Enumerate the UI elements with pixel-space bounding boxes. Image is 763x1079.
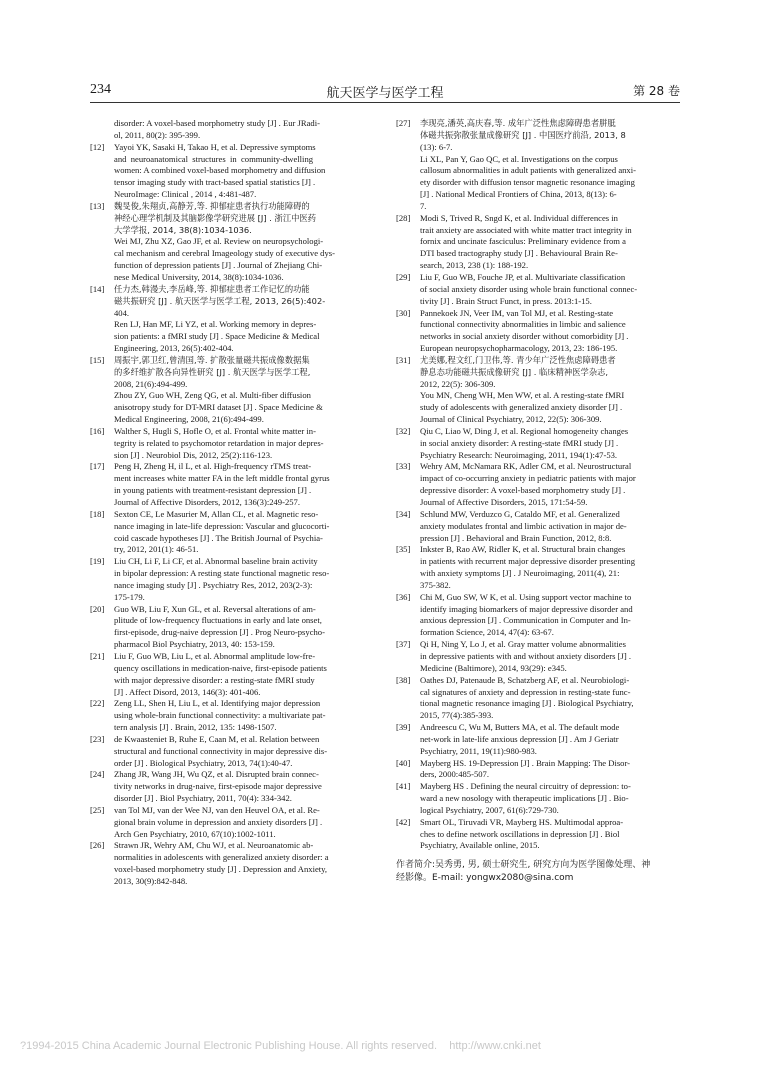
reference-line: disorder: A voxel-based morphometry study [J] . Eur JRadi- xyxy=(114,118,320,128)
reference-line: 体磁共振弥散张量成像研究 [J] . 中国医疗前沿, 2013, 8 xyxy=(420,129,626,140)
author-note-line: 作者简介:吴秀勇, 男, 硕士研究生, 研究方向为医学图像处理、神 xyxy=(396,860,651,870)
reference-entry xyxy=(90,355,376,426)
reference-line: Psychiatry Research: Neuroimaging, 2011, 194(1):47-53. xyxy=(420,449,618,460)
reference-number: [26] xyxy=(90,840,105,851)
reference-number: [13] xyxy=(90,200,105,211)
reference-line: European neuropsychopharmacology, 2013, 23: 186-195. xyxy=(420,343,618,354)
reference-line: gional brain volume in depression and anxiety disorders [J] . xyxy=(114,816,323,827)
reference-line: tensor imaging study with tract-based spatial statistics [J] . xyxy=(114,177,316,188)
reference-line: Schlund MW, Verduzco G, Cataldo MF, et al. Generalized xyxy=(420,508,620,519)
reference-line: [J] . Affect Disord, 2013, 146(3): 401-406. xyxy=(114,686,261,697)
reference-line: sion patients: a fMRI study [J] . Space Medicine & Medical xyxy=(114,331,320,342)
reference-line: ches to define network oscillations in depression [J] . Biol xyxy=(420,828,620,839)
reference-line: Li XL, Pan Y, Gao QC, et al. Investigations on the corpus xyxy=(420,153,618,164)
reference-line: Chi M, Guo SW, W K, et al. Using support vector machine to xyxy=(420,591,632,602)
reference-line: disorder [J] . Biol Psychiatry, 2011, 70(4): 334-342. xyxy=(114,793,292,804)
reference-line: quency oscillations in medication-naive, first-episode patients xyxy=(114,662,327,673)
reference-line: 静息态功能磁共振成像研究 [J] . 临床精神医学杂志, xyxy=(420,366,609,377)
reference-line: Engineering, 2013, 26(5):402-404. xyxy=(114,343,234,354)
reference-line: with anxiety symptoms [J] . J Neuroimaging, 2011(4), 21: xyxy=(420,568,620,579)
reference-line: 的多纤维扩散各向异性研究 [J] . 航天医学与医学工程, xyxy=(114,366,311,377)
reference-line: Liu F, Guo WB, Fouche JP, et al. Multivariate classification xyxy=(420,271,626,282)
reference-line: ment increases white matter FA in the left middle frontal gyrus xyxy=(114,473,330,484)
reference-entry xyxy=(396,272,682,308)
reference-line: callosum abnormalities in adult patients with generalized anxi- xyxy=(420,165,636,176)
reference-line: ward a new nosology with therapeutic implications [J] . Bio- xyxy=(420,793,629,804)
reference-line: 魏旻俊,朱翔贞,高静芳,等. 抑郁症患者执行功能障碍的 xyxy=(114,200,310,211)
reference-entry xyxy=(396,544,682,591)
reference-number: [36] xyxy=(396,591,411,602)
reference-line: Mayberg HS. 19-Depression [J] . Brain Mapping: The Disor- xyxy=(420,757,631,768)
reference-line: 磁共振研究 [J] . 航天医学与医学工程, 2013, 26(5):402- xyxy=(114,295,326,306)
reference-line: in bipolar depression: A resting state functional magnetic reso- xyxy=(114,568,330,579)
reference-number: [20] xyxy=(90,603,105,614)
reference-line: nese Medical University, 2014, 38(8):1034-1036. xyxy=(114,271,284,282)
reference-line: tern analysis [J] . Brain, 2012, 135: 1498-1507. xyxy=(114,722,277,733)
reference-number: [38] xyxy=(396,674,411,685)
reference-entry xyxy=(396,355,682,426)
reference-line: net-work in late-life anxious depression [J] . Am J Geriatr xyxy=(420,733,619,744)
reference-line: anxious depression [J] . Communication in Computer and In- xyxy=(420,615,631,626)
reference-line: tegrity is related to psychomotor retardation in major depres- xyxy=(114,437,324,448)
reference-number: [18] xyxy=(90,508,105,519)
reference-line: 神经心理学机制及其脑影像学研究进展 [J] . 浙江中医药 xyxy=(114,212,317,223)
reference-number: [39] xyxy=(396,722,411,733)
reference-line: 375-382. xyxy=(420,579,451,590)
reference-entry xyxy=(90,604,376,651)
reference-line: 2015, 77(4):385-393. xyxy=(420,710,494,721)
reference-line: Smart OL, Tiruvadi VR, Mayberg HS. Multimodal approa- xyxy=(420,816,624,827)
reference-number: [29] xyxy=(396,271,411,282)
reference-line: fornix and uncinate fasciculus: Preliminary evidence from a xyxy=(420,236,626,247)
reference-entry xyxy=(90,734,376,770)
reference-line: Qiu C, Liao W, Ding J, et al. Regional homogeneity changes xyxy=(420,425,629,436)
reference-line: impact of co-occurring anxiety in pediatric patients with major xyxy=(420,473,636,484)
reference-line: try, 2012, 201(1): 46-51. xyxy=(114,544,199,555)
reference-line: Guo WB, Liu F, Xun GL, et al. Reversal alterations of am- xyxy=(114,603,316,614)
reference-line: (13): 6-7. xyxy=(420,141,453,152)
reference-line: Andreescu C, Wu M, Butters MA, et al. The default mode xyxy=(420,722,620,733)
reference-entry xyxy=(90,651,376,698)
reference-number: [32] xyxy=(396,425,411,436)
reference-line: coid cascade hypotheses [J] . The British Journal of Psychia- xyxy=(114,532,323,543)
reference-line: order [J] . Biological Psychiatry, 2013, 74(1):40-47. xyxy=(114,757,293,768)
reference-entry xyxy=(90,284,376,355)
reference-line: Yayoi YK, Sasaki H, Takao H, et al. Depressive symptoms xyxy=(114,141,316,152)
references-left-column xyxy=(90,118,376,888)
reference-number: [17] xyxy=(90,461,105,472)
reference-line: Walther S, Hugli S, Hofle O, et al. Frontal white matter in- xyxy=(114,425,316,436)
reference-entry xyxy=(396,509,682,545)
reference-line: Journal of Clinical Psychiatry, 2012, 22(5): 306-309. xyxy=(420,414,602,425)
reference-line: functional connectivity abnormalities in limbic and salience xyxy=(420,319,626,330)
reference-entry xyxy=(396,722,682,758)
reference-line: with major depressive disorder: a resting-state fMRI study xyxy=(114,674,315,685)
reference-line: plitude of low-frequency fluctuations in early and late onset, xyxy=(114,615,322,626)
reference-number: [31] xyxy=(396,354,411,365)
reference-line: in patients with recurrent major depressive disorder presenting xyxy=(420,556,636,567)
reference-entry xyxy=(396,781,682,817)
reference-line: anisotropy study for DT-MRI dataset [J] . Space Medicine & xyxy=(114,402,323,413)
reference-line: networks in social anxiety disorder without comorbidity [J] . xyxy=(420,331,629,342)
reference-entry xyxy=(396,758,682,782)
reference-number: [41] xyxy=(396,781,411,792)
reference-line: NeuroImage: Clinical , 2014 , 4:481-487. xyxy=(114,189,257,200)
reference-line: first-episode, drug-naive depression [J] . Prog Neuro-psycho- xyxy=(114,627,325,638)
reference-line: normalities in adolescents with generalized anxiety disorder: a xyxy=(114,852,329,863)
reference-entry xyxy=(396,426,682,462)
reference-line: Mayberg HS . Defining the neural circuitry of depression: to- xyxy=(420,781,631,792)
reference-number: [22] xyxy=(90,698,105,709)
reference-line: using whole-brain functional connectivity: a multivariate pat- xyxy=(114,710,326,721)
reference-number: [33] xyxy=(396,461,411,472)
reference-line: 2008, 21(6):494-499. xyxy=(114,378,188,389)
author-note xyxy=(396,859,696,885)
reference-entry xyxy=(90,142,376,201)
copyright-footer: ?1994-2015 China Academic Journal Electronic Publishing House. All rights reserved. http://www.cnki.net xyxy=(20,1040,541,1052)
reference-line: study of adolescents with generalized anxiety disorder [J] . xyxy=(420,402,623,413)
reference-number: [42] xyxy=(396,816,411,827)
reference-line: Medical Engineering, 2008, 21(6):494-499. xyxy=(114,414,264,425)
reference-line: Sexton CE, Le Masurier M, Allan CL, et al. Magnetic reso- xyxy=(114,508,319,519)
reference-line: Psychiatry, 2011, 19(11):980-983. xyxy=(420,745,537,756)
journal-title: 航天医学与医学工程 xyxy=(326,86,444,101)
reference-line: Wehry AM, McNamara RK, Adler CM, et al. Neurostructural xyxy=(420,461,632,472)
reference-line: Medicine (Baltimore), 2014, 93(29): e345. xyxy=(420,662,567,673)
reference-number: [25] xyxy=(90,804,105,815)
reference-line: pression [J] . Behavioral and Brain Function, 2012, 8:8. xyxy=(420,532,612,543)
reference-number: [14] xyxy=(90,283,105,294)
reference-line: Zhou ZY, Guo WH, Zeng QG, et al. Multi-fiber diffusion xyxy=(114,390,311,401)
reference-line: Zhang JR, Wang JH, Wu QZ, et al. Disrupted brain connec- xyxy=(114,769,319,780)
reference-entry xyxy=(396,213,682,272)
reference-entry xyxy=(396,675,682,722)
reference-line: Psychiatry, Available online, 2015. xyxy=(420,840,540,851)
reference-line: function of depression patients [J] . Journal of Zhejiang Chi- xyxy=(114,260,323,271)
reference-number: [37] xyxy=(396,639,411,650)
reference-line: DTI based tractography study [J] . Behavioural Brain Re- xyxy=(420,248,618,259)
reference-line: Arch Gen Psychiatry, 2010, 67(10):1002-1011. xyxy=(114,828,276,839)
reference-number: [15] xyxy=(90,354,105,365)
reference-line: Oathes DJ, Patenaude B, Schatzberg AF, et al. Neurobiologi- xyxy=(420,674,630,685)
reference-number: [30] xyxy=(396,307,411,318)
reference-number: [40] xyxy=(396,757,411,768)
reference-entry xyxy=(396,592,682,639)
reference-line: Liu CH, Li F, Li CF, et al. Abnormal baseline brain activity xyxy=(114,556,318,567)
page-number: 234 xyxy=(90,82,111,97)
reference-line: 大学学报, 2014, 38(8):1034-1036. xyxy=(114,224,252,235)
reference-line: cal mechanism and cerebral Imageology study of executive dys- xyxy=(114,248,335,259)
reference-entry xyxy=(396,817,682,853)
reference-line: Modi S, Trived R, Sngd K, et al. Individual differences in xyxy=(420,212,618,223)
reference-line: voxel-based morphometry study [J] . Depression and Anxiety, xyxy=(114,864,328,875)
reference-line: anxiety modulates frontal and limbic activation in major de- xyxy=(420,520,627,531)
reference-entry xyxy=(90,461,376,508)
page-header xyxy=(90,80,680,103)
reference-line: structural and functional connectivity in major depressive dis- xyxy=(114,745,328,756)
reference-line: You MN, Cheng WH, Men WW, et al. A resting-state fMRI xyxy=(420,390,625,401)
reference-line: nance imaging study [J] . Psychiatry Res, 2012, 203(2-3): xyxy=(114,579,313,590)
reference-number: [35] xyxy=(396,544,411,555)
reference-line: Journal of Affective Disorders, 2012, 136(3):249-257. xyxy=(114,497,301,507)
reference-line: 7. xyxy=(420,200,427,211)
reference-line: 任力杰,韩漫夫,李岳峰,等. 抑郁症患者工作记忆的功能 xyxy=(114,283,310,294)
reference-line: Peng H, Zheng H, il L, et al. High-frequency rTMS treat- xyxy=(114,461,312,472)
reference-line: Journal of Affective Disorders, 2015, 171:54-59. xyxy=(420,497,588,507)
reference-line: formation Science, 2014, 47(4): 63-67. xyxy=(420,627,554,638)
reference-line: of social anxiety disorder using whole brain functional connec- xyxy=(420,283,638,294)
reference-line: Ren LJ, Han MF, Li YZ, et al. Working memory in depres- xyxy=(114,319,317,330)
reference-line: in young patients with treatment-resistant depression [J] . xyxy=(114,485,312,496)
reference-line: search, 2013, 238 (1): 188-192. xyxy=(420,260,529,271)
reference-line: 李现亮,潘英,高庆春,等. 成年广泛性焦虑障碍患者胼胝 xyxy=(420,118,616,128)
reference-line: van Tol MJ, van der Wee NJ, van den Heuvel OA, et al. Re- xyxy=(114,804,320,815)
reference-line: in social anxiety disorder: A resting-state fMRI study [J] . xyxy=(420,437,619,448)
reference-line: tivity [J] . Brain Struct Funct, in press. 2013:1-15. xyxy=(420,295,592,306)
reference-line: pharmacol Biol Psychiatry, 2013, 40: 153-159. xyxy=(114,639,275,650)
reference-line: tional magnetic resonance imaging [J] . Biological Psychiatry, xyxy=(420,698,634,709)
reference-number: [12] xyxy=(90,141,105,152)
reference-line: trait anxiety are associated with white matter tract integrity in xyxy=(420,224,632,235)
reference-line: 2013, 30(9):842-848. xyxy=(114,876,188,886)
reference-line: cal signatures of anxiety and depression in resting-state func- xyxy=(420,686,631,697)
reference-line: 2012, 22(5): 306-309. xyxy=(420,378,496,389)
reference-line: 175-179. xyxy=(114,591,145,602)
reference-entry xyxy=(90,769,376,805)
reference-line: logical Psychiatry, 2007, 61(6):729-730. xyxy=(420,804,559,815)
reference-line: women: A combined voxel-based morphometry and diffusion xyxy=(114,165,326,176)
reference-line: depressive disorder: A voxel-based morphometry study [J] . xyxy=(420,485,626,496)
reference-number: [27] xyxy=(396,118,411,128)
reference-entry xyxy=(90,509,376,556)
reference-line: 404. xyxy=(114,307,130,318)
references-right-column xyxy=(396,118,682,852)
reference-entry xyxy=(396,118,682,213)
reference-line: Inkster B, Rao AW, Ridler K, et al. Structural brain changes xyxy=(420,544,626,555)
reference-line: Wei MJ, Zhu XZ, Gao JF, et al. Review on neuropsychologi- xyxy=(114,236,324,247)
reference-entry xyxy=(90,556,376,603)
reference-number: [28] xyxy=(396,212,411,223)
reference-line: nance imaging in late-life depression: Vascular and glucocorti- xyxy=(114,520,330,531)
reference-entry xyxy=(396,461,682,508)
reference-line: Qi H, Ning Y, Lo J, et al. Gray matter volume abnormalities xyxy=(420,639,626,650)
reference-entry xyxy=(90,698,376,734)
reference-number: [23] xyxy=(90,733,105,744)
reference-line: in depressive patients with and without anxiety disorders [J] . xyxy=(420,650,631,661)
reference-line: sion [J] . Neurobiol Dis, 2012, 25(2):116-123. xyxy=(114,449,273,460)
reference-line: identify imaging biomarkers of major depressive disorder and xyxy=(420,603,633,614)
reference-entry xyxy=(90,201,376,284)
reference-line: and neuroanatomical structures in community-dwelling xyxy=(114,153,314,164)
reference-entry xyxy=(90,118,376,142)
reference-number: [21] xyxy=(90,650,105,661)
reference-line: de Kwaasteniet B, Ruhe E, Caan M, et al. Relation between xyxy=(114,733,320,744)
reference-line: 周振宇,郭卫红,曾清国,等. 扩散张量磁共振成像数据集 xyxy=(114,354,310,365)
author-note-line: 经影像。E-mail: yongwx2080@sina.com xyxy=(396,873,574,883)
reference-number: [19] xyxy=(90,556,105,567)
reference-number: [34] xyxy=(396,508,411,519)
reference-line: ol, 2011, 80(2): 395-399. xyxy=(114,129,201,140)
reference-number: [24] xyxy=(90,769,105,780)
reference-number: [16] xyxy=(90,425,105,436)
reference-entry xyxy=(396,639,682,675)
reference-line: ety disorder with diffusion tensor magnetic resonance imaging xyxy=(420,177,635,188)
reference-entry xyxy=(90,426,376,462)
reference-line: [J] . National Medical Frontiers of China, 2013, 8(13): 6- xyxy=(420,189,617,200)
reference-entry xyxy=(90,805,376,841)
reference-entry xyxy=(90,840,376,887)
reference-line: 尤美娜,程文红,门卫伟,等. 青少年广泛性焦虑障碍患者 xyxy=(420,354,616,365)
reference-line: Liu F, Guo WB, Liu L, et al. Abnormal amplitude low-fre- xyxy=(114,650,316,661)
reference-line: Zeng LL, Shen H, Liu L, et al. Identifying major depression xyxy=(114,698,321,709)
reference-line: tivity networks in drug-naive, first-episode major depressive xyxy=(114,781,322,792)
volume-label: 第 28 卷 xyxy=(633,84,680,98)
reference-line: Strawn JR, Wehry AM, Chu WJ, et al. Neuroanatomic ab- xyxy=(114,840,314,851)
reference-line: Pannekoek JN, Veer IM, van Tol MJ, et al. Resting-state xyxy=(420,307,614,318)
reference-line: ders, 2000:485-507. xyxy=(420,769,489,780)
reference-entry xyxy=(396,308,682,355)
